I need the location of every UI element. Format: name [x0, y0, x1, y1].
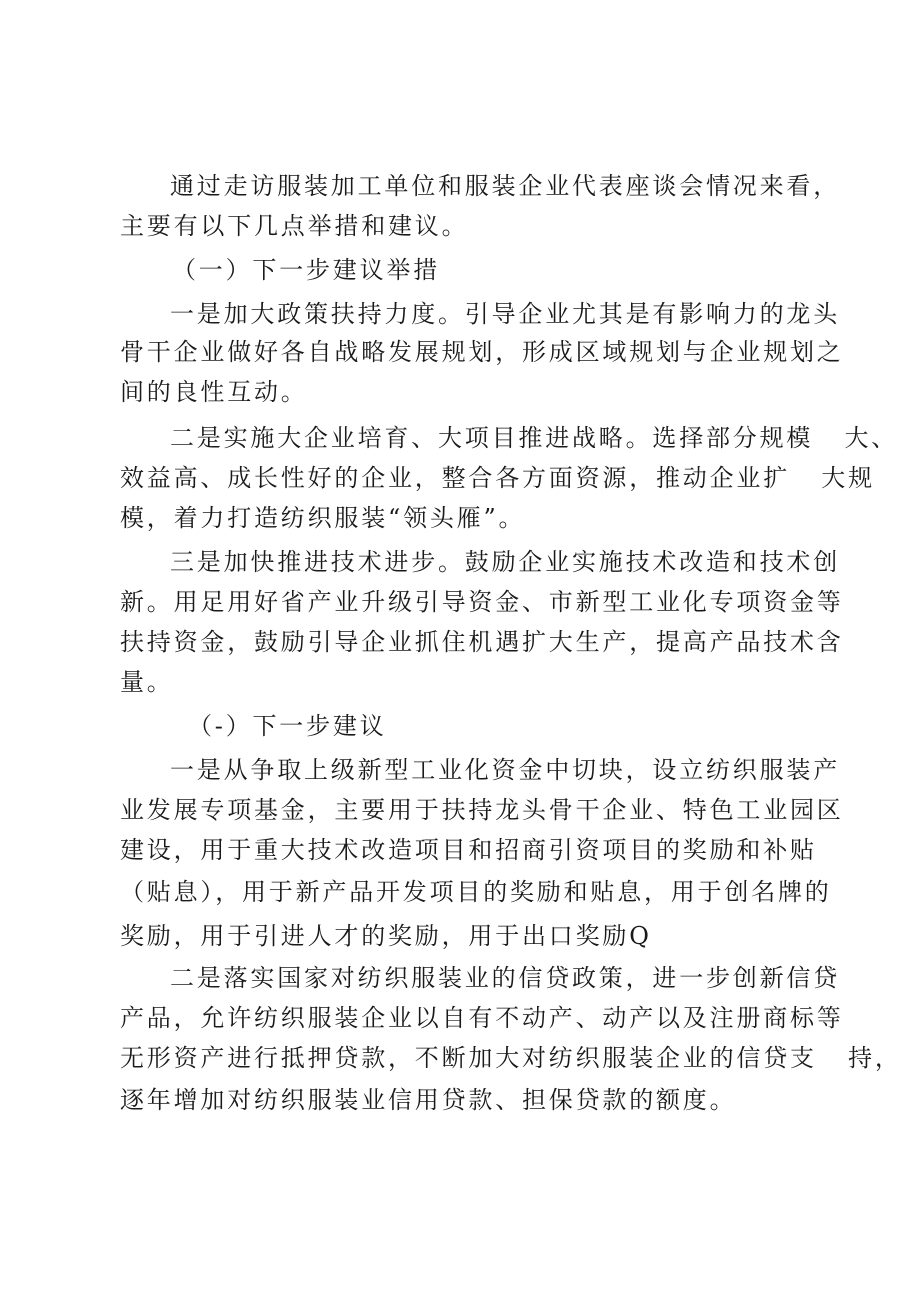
paragraph-line: 扶持资金，鼓励引导企业抓住机遇扩大生产，提高产品技术含 [120, 628, 844, 656]
paragraph-line: 无形资产进行抵押贷款，不断加大对纺织服装企业的信贷支 持， [120, 1044, 902, 1072]
paragraph-line: 通过走访服装加工单位和服装企业代表座谈会情况来看， [170, 172, 840, 200]
paragraph-line: 业发展专项基金，主要用于扶持龙头骨干企业、特色工业园区 [120, 796, 844, 824]
paragraph-line: 产品，允许纺织服装企业以自有不动产、动产以及注册商标等 [120, 1004, 844, 1032]
paragraph-line: 主要有以下几点举措和建议。 [120, 212, 469, 240]
paragraph-line: 模，着力打造纺织服装“领头雁”。 [120, 504, 526, 532]
paragraph-line: 量。 [120, 668, 174, 696]
paragraph-line: 新。用足用好省产业升级引导资金、市新型工业化专项资金等 [120, 588, 844, 616]
paragraph-line: 骨干企业做好各自战略发展规划，形成区域规划与企业规划之 [120, 338, 844, 366]
section-heading-1: （一）下一步建议举措 [172, 256, 440, 284]
paragraph-line: 奖励，用于引进人才的奖励，用于出口奖励Q [120, 922, 652, 950]
paragraph-line: 效益高、成长性好的企业，整合各方面资源，推动企业扩 大规 [120, 464, 875, 492]
paragraph-line: 建设，用于重大技术改造项目和招商引资项目的奖励和补贴 [120, 836, 817, 864]
paragraph-line: 逐年增加对纺织服装业信用贷款、担保贷款的额度。 [120, 1086, 737, 1114]
paragraph-line: 二是落实国家对纺织服装业的信贷政策，进一步创新信贷 [170, 964, 840, 992]
paragraph-line: 一是从争取上级新型工业化资金中切块，设立纺织服装产 [170, 756, 840, 784]
paragraph-line: 三是加快推进技术进步。鼓励企业实施技术改造和技术创 [170, 548, 840, 576]
section-heading-2: （-）下一步建议 [188, 712, 387, 740]
paragraph-line: 一是加大政策扶持力度。引导企业尤其是有影响力的龙头 [170, 300, 840, 328]
paragraph-line: （贴息），用于新产品开发项目的奖励和贴息，用于创名牌的 [120, 878, 832, 906]
paragraph-line: 二是实施大企业培育、大项目推进战略。选择部分规模 大、 [170, 424, 899, 452]
paragraph-line: 间的良性互动。 [120, 378, 308, 406]
